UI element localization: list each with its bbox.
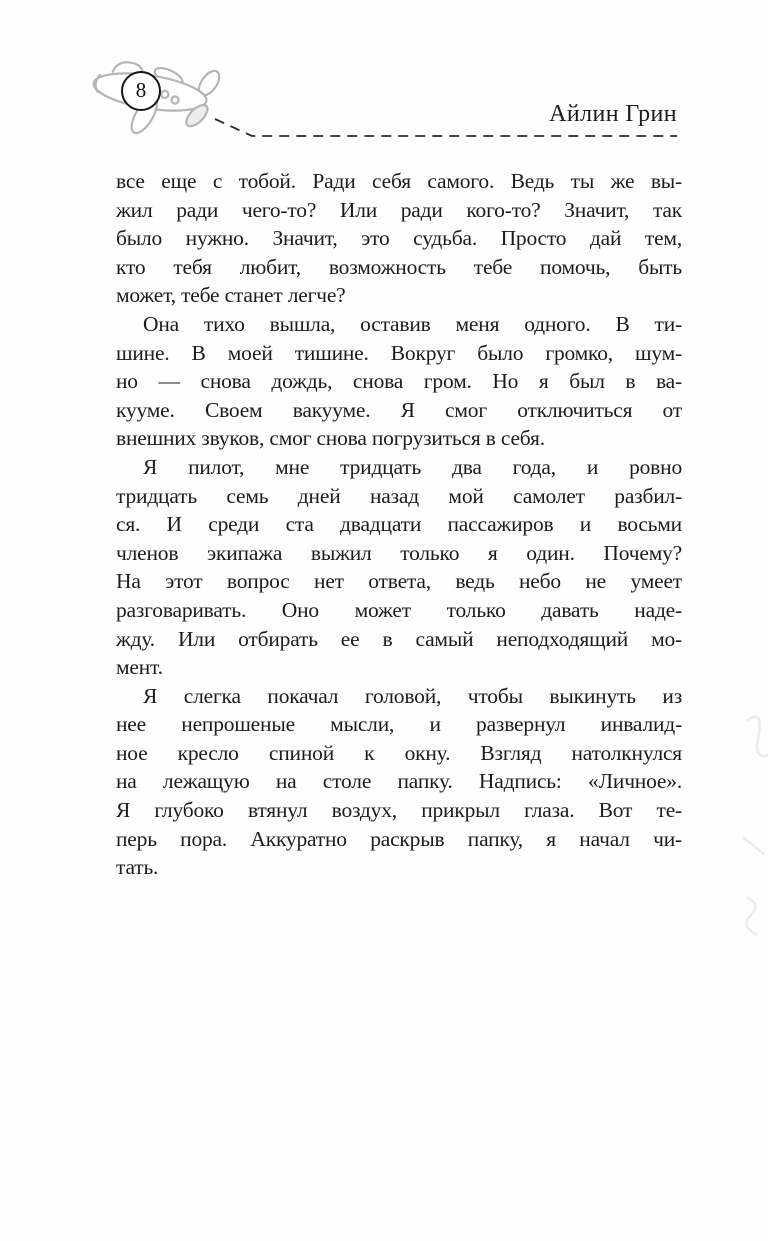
text-line: жил ради чего-то? Или ради кого-то? Значит, так: [116, 197, 682, 222]
text-line: ся. И среди ста двадцати пассажиров и восьми: [116, 512, 682, 537]
text-line: тридцать семь дней назад мой самолет разбил-: [116, 483, 682, 508]
text-line: Я пилот, мне тридцать два года, и ровно: [143, 454, 682, 479]
page-number: 8: [135, 77, 147, 102]
text-line: кууме. Своем вакууме. Я смог отключиться от: [116, 397, 682, 422]
text-line: разговаривать. Оно может только давать наде-: [116, 597, 682, 622]
page-showthrough-marks: [700, 620, 768, 950]
text-line: Я слегка покачал головой, чтобы выкинуть из: [143, 683, 682, 708]
text-line: тать.: [116, 855, 159, 880]
page-text: [116, 167, 682, 882]
text-line: Она тихо вышла, оставив меня одного. В ти-: [143, 311, 682, 336]
text-line: все еще с тобой. Ради себя самого. Ведь ты же вы-: [116, 169, 682, 193]
text-line: ное кресло спиной к окну. Взгляд натолкнулся: [116, 740, 682, 765]
text-line: на лежащую на столе папку. Надпись: «Личное».: [116, 769, 682, 794]
text-line: может, тебе станет легче?: [116, 283, 346, 308]
text-line: перь пора. Аккуратно раскрыв папку, я начал чи-: [116, 826, 682, 851]
text-line: внешних звуков, смог снова погрузиться в себя.: [116, 426, 545, 451]
text-line: шине. В моей тишине. Вокруг было громко, шум-: [116, 340, 682, 365]
text-line: членов экипажа выжил только я один. Почему?: [116, 540, 682, 565]
text-line: нее непрошеные мысли, и развернул инвалид-: [116, 712, 682, 737]
text-line: мент.: [116, 655, 163, 680]
airplane-doodle-icon: [0, 0, 768, 170]
text-line: На этот вопрос нет ответа, ведь небо не умеет: [116, 569, 682, 594]
text-line: было нужно. Значит, это судьба. Просто дай тем,: [116, 226, 682, 251]
text-line: но — снова дождь, снова гром. Но я был в ва-: [116, 369, 682, 394]
page-number-badge: [121, 71, 161, 111]
text-line: кто тебя любит, возможность тебе помочь, быть: [116, 254, 682, 279]
text-line: Я глубоко втянул воздух, прикрыл глаза. Вот те-: [116, 798, 682, 823]
text-line: жду. Или отбирать ее в самый неподходящий мо-: [116, 626, 682, 651]
running-header-author: Айлин Грин: [549, 101, 677, 127]
